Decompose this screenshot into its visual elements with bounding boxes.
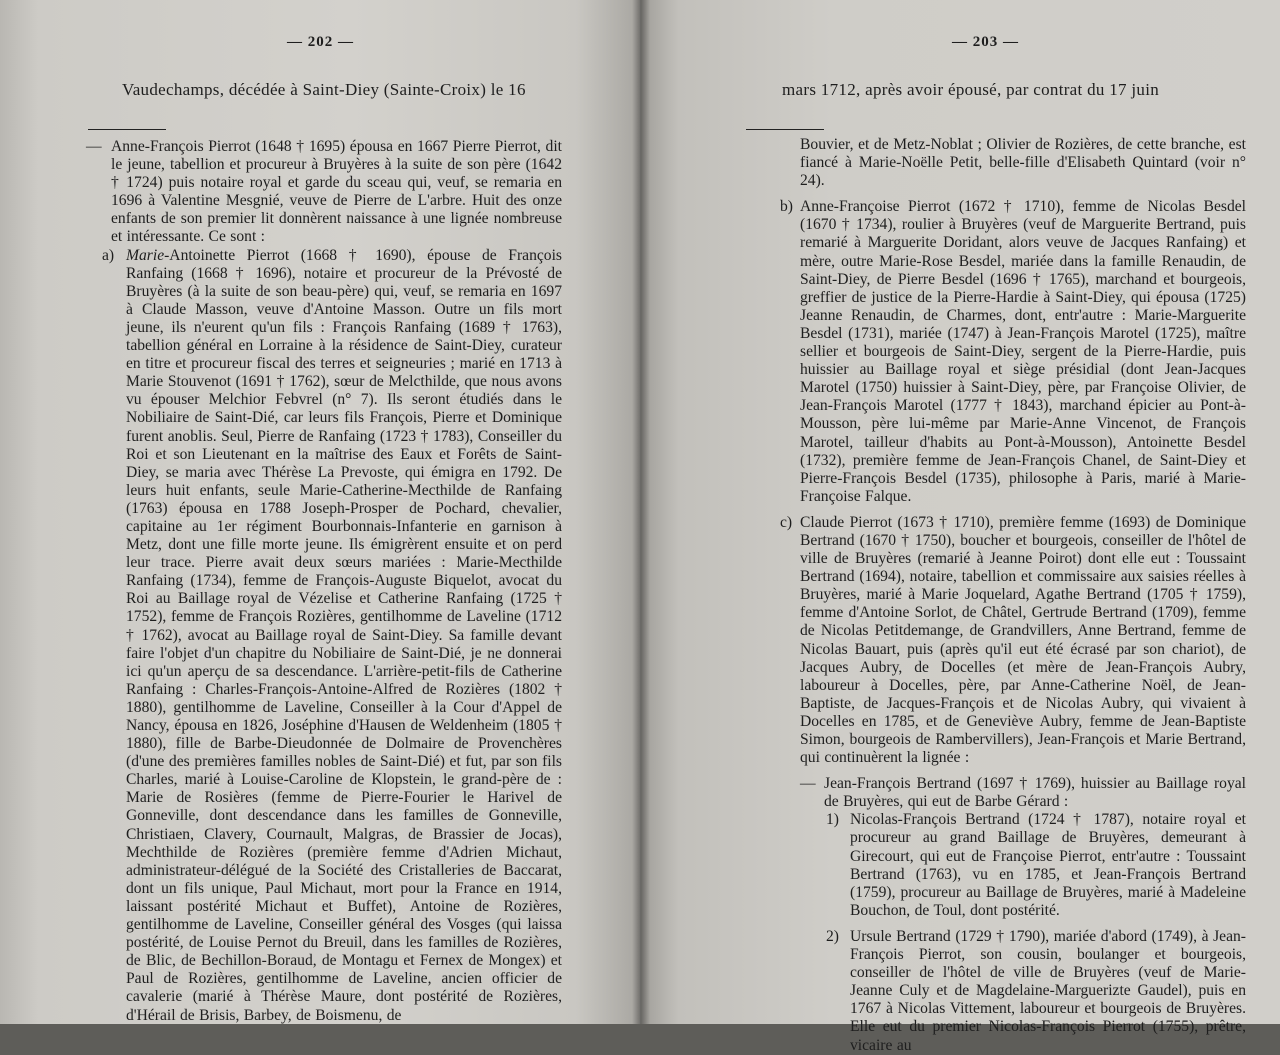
left-page — [0, 0, 640, 1024]
book-gutter — [632, 0, 650, 1024]
paragraph-text: Anne-François Pierrot (1648 † 1695) épousa en 1667 Pierre Pierrot, dit le jeune, tabellion et procureur à Bruyères à la suite de son père (1642 † 1724) puis notaire royal et garde du sceau qui, veuf, se remaria en 1696 à Valentine Mesgnié, veuve de Pierre de L'arbre. Huit des onze enfants de son premier lit donnèrent naissance à une lignée nombreuse et intéressante. Ce sont : — [111, 138, 562, 246]
paragraph-text: Ursule Bertrand (1729 † 1790), mariée d'abord (1749), à Jean-François Pierrot, son cousin, boulanger et bourgeois, conseiller de l'hôtel de ville de Bruyères (veuf de Marie-Jeanne Culy et de Magdelaine-Marguerizte Gaudel), puis en 1767 à Nicolas Vittement, laboureur et bourgeois de Bruyères. Elle eut du premier Nicolas-François Pierrot (1755), prêtre, vicaire au — [850, 927, 1246, 1054]
paragraph-text: Jean-François Bertrand (1697 † 1769), huissier au Baillage royal de Bruyères, qui eut de Barbe Gérard : — [824, 775, 1246, 811]
list-dash: — — [800, 775, 816, 793]
paragraph-text: Nicolas-François Bertrand (1724 † 1787), notaire royal et procureur au grand Baillage de Bruyères, demeurant à Girecourt, qui eut de Françoise Pierrot, entr'autre : Toussaint Bertrand (1763), vu en 1785, et Jean-François Bertrand (1759), procureur au Baillage de Bruyères, marié à Madeleine Bouchon, de Toul, dont postérité. — [850, 811, 1246, 919]
continuation-paragraph — [768, 136, 1246, 190]
right-page — [640, 0, 1280, 1054]
sub-list-item-2 — [768, 928, 1246, 1055]
item-label: b) — [780, 198, 793, 216]
carryover-line: Vaudechamps, décédée à Saint-Diey (Sainte-Croix) le 16 — [122, 80, 526, 99]
page-number: — 203 — — [952, 34, 1019, 50]
list-item-b — [768, 198, 1246, 506]
item-label: 2) — [826, 927, 839, 945]
paragraph-text: -Antoinette Pierrot (1668 † 1690), épouse de François Ranfaing (1668 † 1696), notaire et procureur de la Prévosté de Bruyères (à la suite de son beau-père) qui, veuf, se remaria en 1697 à Claude Masson, veuve d'Antoine Masson. Outre un fils mort jeune, ils n'eurent qu'un fils : François Ranfaing (1689 † 1763), tabellion général en Lorraine à la résidence de Saint-Diey, curateur en titre et procureur fiscal des terres et seigneuries ; marié en 1713 à Marie Stouvenot (1691 † 1762), sœur de Melcthilde, que nous avons vu épouser Melchior Febvrel (n° 7). Ils seront étudiés dans le Nobiliaire de Saint-Dié, car leurs fils François, Pierre et Dominique furent anoblis. Seul, Pierre de Ranfaing (1723 † 1783), Conseiller du Roi et son Lieutenant en la maîtrise des Eaux et Forêts de Saint-Diey, se maria avec Thérèse La Prevoste, qui émigra en 1792. De leurs huit enfants, seule Marie-Catherine-Mecthilde de Ranfaing (1763) épousa en 1788 Joseph-Prosper de Pochard, chevalier, capitaine au 1er régiment Bourbonnais-Infanterie en garnison à Metz, dont une fille morte jeune. Ils émigrèrent ensuite et on perd leur trace. Pierre avait deux sœurs mariées : Marie-Mecthilde Ranfaing (1734), femme de François-Auguste Biquelot, avocat du Roi au Baillage royal de Vézelise et Catherine Ranfaing (1725 † 1752), femme de François Rozières, gentilhomme de Laveline (1712 † 1762), avocat au Baillage royal de Saint-Diey. Sa famille devant faire l'objet d'un chapitre du Nobiliaire de Saint-Dié, je ne donnerai ici qu'un aperçu de sa descendance. L'arrière-petit-fils de Catherine Ranfaing : Charles-François-Antoine-Alfred de Rozières (1802 † 1880), gentilhomme de Laveline, Conseiller à la Cour d'Appel de Nancy, épousa en 1826, Joséphine d'Hausen de Weldenheim (1805 † 1880), fille de Barbe-Dieudonnée de Dolmaire de Provenchères (d'une des premières familles nobles de Saint-Dié) et fut, par son fils Charles, marié à Louise-Caroline de Klopstein, le grand-père de : Marie de Rosières (femme de Pierre-Fourier le Harivel de Gonneville, dont descendance dans les familles de Gonneville, Christiaen, Clavery, Cournault, Malgras, de Brassier de Jocas), Mechthilde de Rozières (première femme d'Adrien Michaut, administrateur-délégué de la Société des Cristalleries de Baccarat, dont un fils unique, Paul Michaut, mort pour la France en 1914, laissant postérité Michaut et Buffet), Antoine de Rozières, gentilhomme de Laveline, Conseiller général des Vosges (qui laissa postérité, de Louise Pernot du Breuil, dans les familles de Rozières, de Blic, de Bechillon-Boraud, de Montagu et Fernex de Mongex) et Paul de Rozières, gentilhomme de Laveline, ancien officier de cavalerie (marié à Thérèse Maure, dont postérité de Rozières, d'Hérail de Brisis, Barbey, de Boismenu, de — [126, 246, 562, 1024]
list-item-a — [86, 247, 562, 1025]
sub-list-item-1 — [768, 811, 1246, 920]
list-dash: — — [86, 138, 102, 155]
paragraph-text: Bouvier, et de Metz-Noblat ; Olivier de Rozières, de cette branche, est fiancé à Marie-Noëlle Petit, belle-fille d'Elisabeth Quintard (voir n° 24). — [800, 136, 1246, 190]
text-column — [86, 138, 562, 1025]
item-label: a) — [102, 246, 115, 264]
carryover-line: mars 1712, après avoir épousé, par contrat du 17 juin — [782, 80, 1160, 99]
item-label: c) — [780, 513, 793, 531]
footnote-separator — [746, 129, 824, 130]
page-number: — 202 — — [287, 34, 354, 50]
text-column — [768, 136, 1246, 1055]
sub-list-dash-item — [768, 775, 1246, 811]
italic-name: Marie — [126, 246, 165, 264]
footnote-separator — [88, 129, 166, 130]
item-label: 1) — [826, 811, 839, 829]
paragraph-text: Claude Pierrot (1673 † 1710), première femme (1693) de Dominique Bertrand (1670 † 1750), boucher et bourgeois, conseiller de l'hôtel de ville de Bruyères (remarié à Jeanne Poirot) dont elle eut : Toussaint Bertrand (1694), notaire, tabellion et commissaire aux saisies réelles à Bruyères, marié à Marie Joquelard, Agathe Bertrand (1705 † 1759), femme d'Antoine Sorlot, de Châtel, Gertrude Bertrand (1709), femme de Nicolas Petitdemange, de Grandvillers, Anne Bertrand, femme de Nicolas Bauart, puis (après qu'il eut été écrasé par son chariot), de Jacques Aubry, de Docelles (et mère de Jean-François Aubry, laboureur à Docelles, père, par Anne-Catherine Noël, de Jean-Baptiste, de Jacques-François et de Nicolas Aubry, qui vivaient à Docelles en 1785, et de Geneviève Aubry, femme de Jean-Baptiste Simon, bourgeois de Rambervillers), Jean-François et Marie Bertrand, qui continuèrent la lignée : — [800, 513, 1246, 767]
paragraph-text: Anne-Françoise Pierrot (1672 † 1710), femme de Nicolas Besdel (1670 † 1734), roulier à Bruyères (veuf de Marguerite Bertrand, puis remarié à Marguerite Doridant, alors veuve de Jacques Ranfaing) et mère, outre Marie-Rose Besdel, mariée dans la famille Renaudin, de Saint-Diey, de Pierre Besdel (1696 † 1765), marchand et bourgeois, greffier de justice de la Pierre-Hardie à Saint-Diey, qui épousa (1725) Jeanne Renaudin, de Charmes, dont, entr'autre : Marie-Marguerite Besdel (1731), mariée (1747) à Jean-François Marotel (1725), maître sellier et bourgeois de Saint-Diey, sergent de la Pierre-Hardie, puis huissier au Baillage royal et siège présidial (dont Jean-Jacques Marotel (1750) huissier à Saint-Diey, père, par Françoise Olivier, de Jean-François Marotel (1777 † 1843), marchand épicier au Pont-à-Mousson, père lui-même par Marie-Anne Vincenot, de François Marotel, tailleur d'habits au Pont-à-Mousson), Antoinette Besdel (1732), première femme de Jean-François Chanel, de Saint-Diey et Pierre-François Besdel (1735), philosophe à Paris, marié à Marie-Françoise Falque. — [800, 198, 1246, 505]
intro-paragraph — [86, 138, 562, 247]
list-item-c — [768, 514, 1246, 767]
